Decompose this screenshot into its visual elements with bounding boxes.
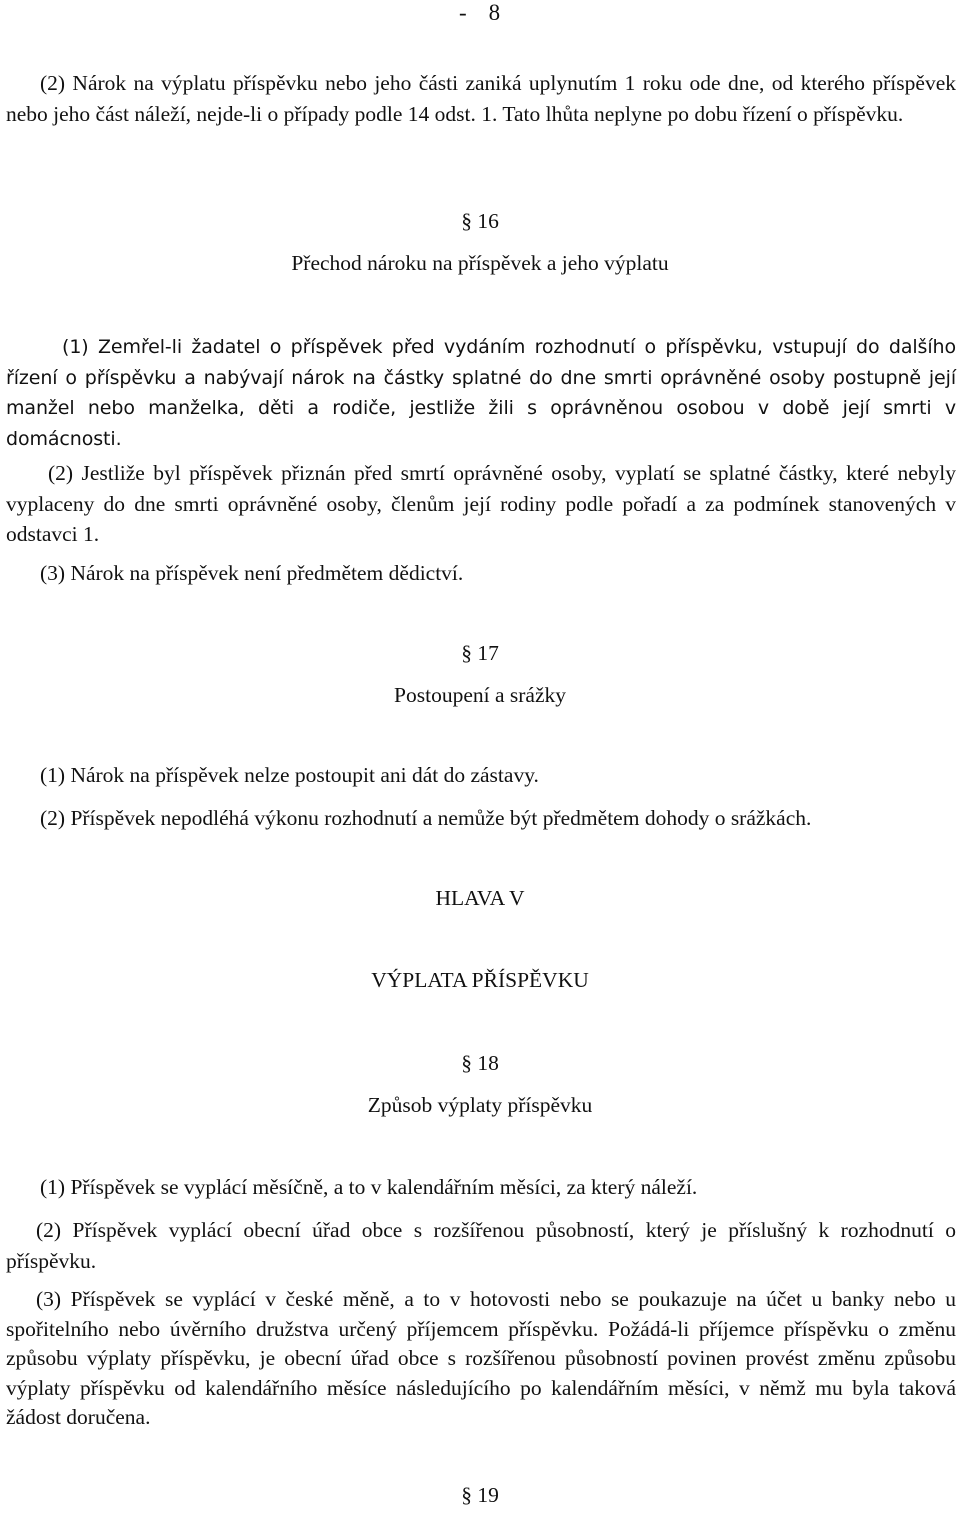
chapter-heading: HLAVA V (435, 886, 525, 910)
page-number-value: 8 (488, 0, 501, 25)
section-18-heading: § 18 (461, 1051, 499, 1075)
section-17-title: Postoupení a srážky (394, 683, 566, 707)
chapter-title: VÝPLATA PŘÍSPĚVKU (371, 968, 589, 992)
section-19-heading: § 19 (461, 1483, 499, 1507)
paragraph-s17-2: (2) Příspěvek nepodléhá výkonu rozhodnutí a nemůže být předmětem dohody o srážkách. (40, 806, 812, 830)
page-number (459, 0, 500, 26)
section-16-heading: § 16 (461, 209, 499, 233)
paragraph-s16-2: (2) Jestliže byl příspěvek přiznán před smrtí oprávněné osoby, vyplatí se splatné částky, které nebyly vyplaceny do dne smrti oprávněné osoby, členům její rodiny podle pořadí a za podmínek stanovených v odstavci 1. (6, 461, 956, 546)
paragraph-s16-1: (1) Zemřel-li žadatel o příspěvek před vydáním rozhodnutí o příspěvku, vstupují do dalšího řízení o příspěvku a nabývají nárok na částky splatné do dne smrti oprávněné osoby postupně její manžel nebo manželka, děti a rodiče, jestliže žili s oprávněnou osobou v době její smrti v domácnosti. (6, 336, 956, 450)
page-number-prefix: - (459, 0, 467, 25)
paragraph-s18-2: (2) Příspěvek vyplácí obecní úřad obce s rozšířenou působností, který je příslušný k rozhodnutí o příspěvku. (6, 1218, 956, 1273)
section-16-title: Přechod nároku na příspěvek a jeho výplatu (291, 251, 669, 275)
paragraph-s18-3: (3) Příspěvek se vyplácí v české měně, a to v hotovosti nebo se poukazuje na účet u banky nebo u spořitelního nebo úvěrního družstva určený příjemcem příspěvku. Požádá-li příjemce příspěvku o změnu způsobu výplaty příspěvku, je obecní úřad obce s rozšířenou působností povinen provést změnu způsobu výplaty příspěvku od kalendářního měsíce následujícího po kalendářním měsíci, v němž mu byla taková žádost doručena. (6, 1287, 956, 1429)
section-18-title: Způsob výplaty příspěvku (367, 1093, 593, 1117)
paragraph-s18-1: (1) Příspěvek se vyplácí měsíčně, a to v kalendářním měsíci, za který náleží. (40, 1175, 698, 1199)
paragraph-s16-3: (3) Nárok na příspěvek není předmětem dědictví. (40, 561, 464, 585)
paragraph-s15-2: (2) Nárok na výplatu příspěvku nebo jeho části zaniká uplynutím 1 roku ode dne, od kterého příspěvek nebo jeho část náleží, nejde-li o případy podle 14 odst. 1. Tato lhůta neplyne po dobu řízení o příspěvku. (6, 71, 956, 126)
paragraph-s17-1: (1) Nárok na příspěvek nelze postoupit ani dát do zástavy. (40, 763, 539, 787)
section-17-heading: § 17 (461, 641, 499, 665)
